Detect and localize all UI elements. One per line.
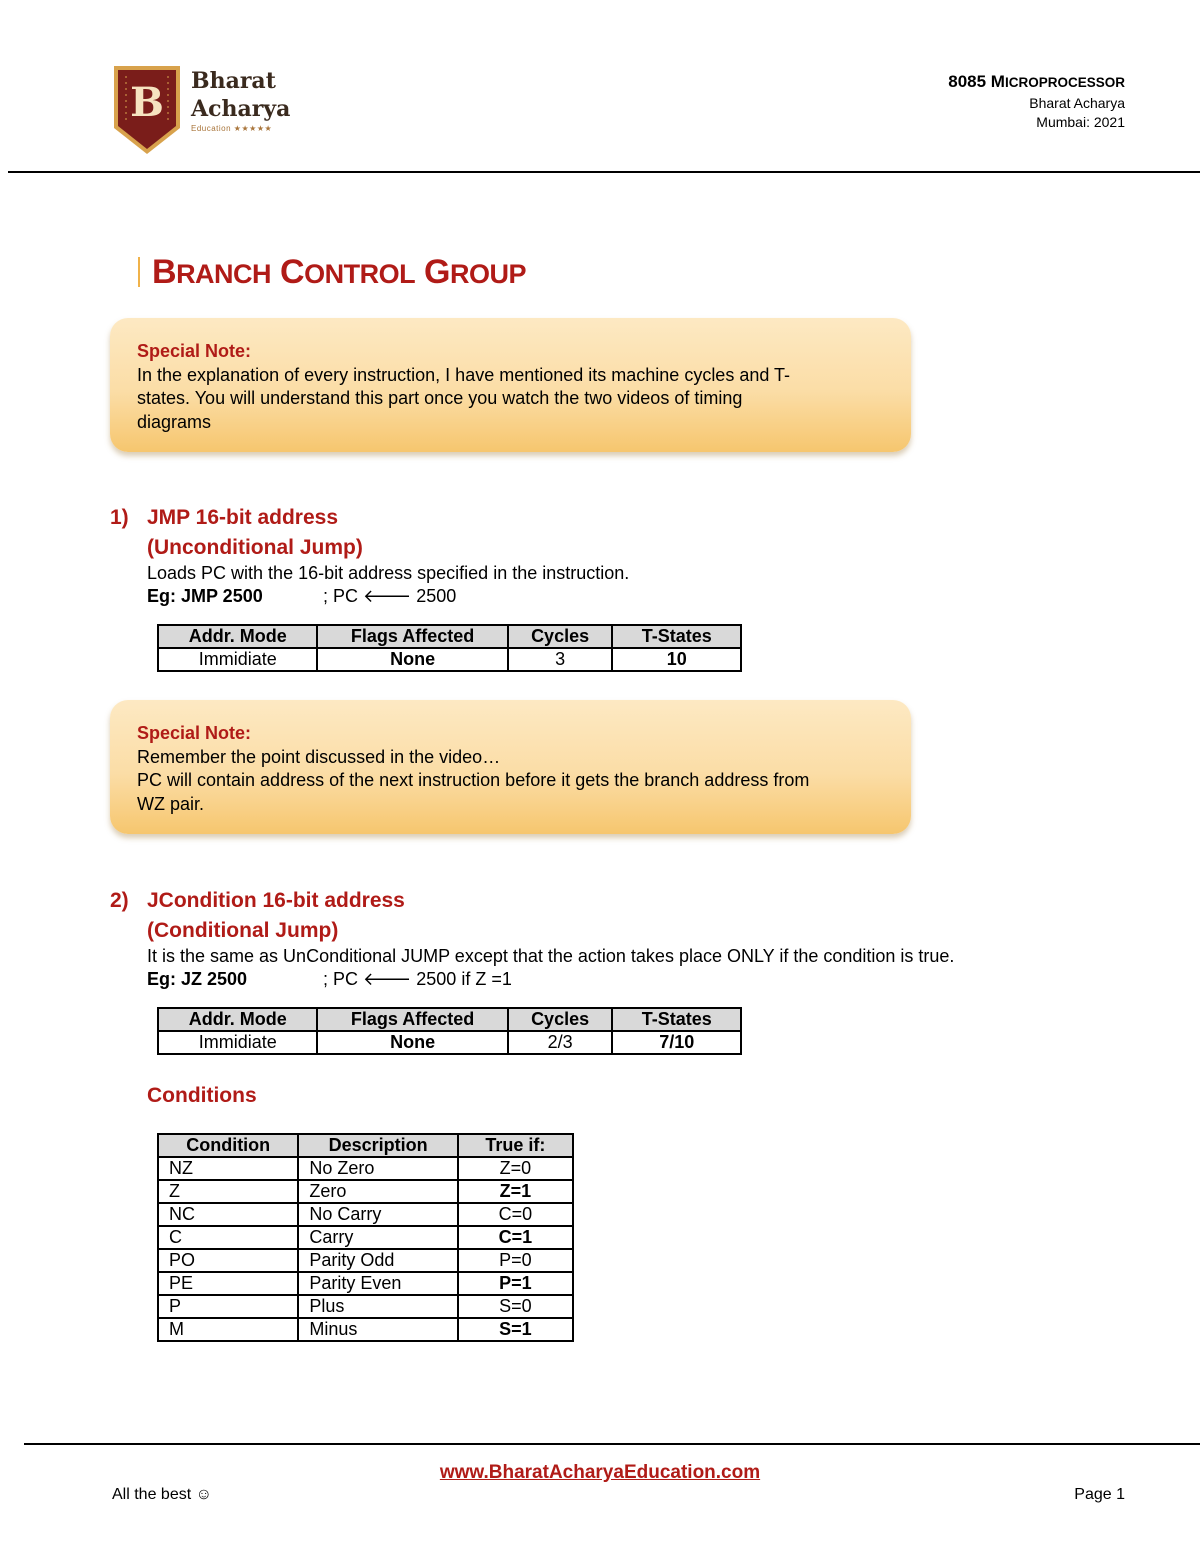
condition-code: M	[158, 1318, 298, 1341]
table-cell: Immidiate	[158, 648, 317, 671]
opcode-table	[157, 1007, 742, 1055]
condition-code: NC	[158, 1203, 298, 1226]
table-header: Flags Affected	[317, 625, 507, 648]
note-line: WZ pair.	[137, 793, 205, 814]
table-header: T-States	[612, 1008, 741, 1031]
table-row	[158, 1272, 573, 1295]
conditions-heading: Conditions	[147, 1084, 257, 1107]
condition-true-if: C=0	[458, 1203, 573, 1226]
condition-description: Parity Odd	[298, 1249, 457, 1272]
table-cell: None	[317, 1031, 507, 1054]
logo-letter: B	[130, 79, 164, 126]
special-note-box	[110, 700, 911, 834]
section-number: 2)	[110, 889, 129, 912]
condition-true-if: P=1	[458, 1272, 573, 1295]
condition-true-if: C=1	[458, 1226, 573, 1249]
example-label: Eg: JZ 2500	[147, 969, 248, 989]
condition-description: No Carry	[298, 1203, 457, 1226]
section-description: Loads PC with the 16-bit address specified in the instruction.	[147, 563, 630, 583]
condition-description: Parity Even	[298, 1272, 457, 1295]
table-row	[158, 1180, 573, 1203]
book-title-rest: ICROPROCESSOR	[1004, 75, 1125, 90]
condition-description: Carry	[298, 1226, 457, 1249]
footer-divider	[24, 1443, 1200, 1445]
note-heading: Special Note:	[137, 341, 252, 361]
condition-description: Zero	[298, 1180, 457, 1203]
table-row	[158, 1249, 573, 1272]
opcode-table	[157, 624, 742, 672]
note-line: Remember the point discussed in the video…	[137, 746, 501, 767]
note-heading: Special Note:	[137, 723, 252, 743]
book-number: 8085	[948, 72, 987, 91]
section-heading: JCondition 16-bit address	[147, 889, 405, 912]
title-initial-3: G	[424, 253, 450, 291]
table-header: Cycles	[508, 1008, 613, 1031]
brand-logo-icon	[112, 64, 182, 156]
page-title	[152, 253, 526, 292]
header-divider	[8, 171, 1200, 173]
section-subheading: (Conditional Jump)	[147, 919, 339, 942]
table-row	[158, 1318, 573, 1341]
condition-description: Plus	[298, 1295, 457, 1318]
condition-code: NZ	[158, 1157, 298, 1180]
table-row	[158, 1295, 573, 1318]
book-title	[948, 72, 1125, 92]
table-row	[158, 1203, 573, 1226]
condition-true-if: P=0	[458, 1249, 573, 1272]
website-link[interactable]: www.BharatAcharyaEducation.com	[439, 1462, 761, 1483]
table-header: True if:	[458, 1134, 573, 1157]
note-line: In the explanation of every instruction, I have mentioned its machine cycles and T-	[137, 364, 791, 385]
book-title-initial: M	[990, 72, 1005, 91]
table-header: Description	[298, 1134, 457, 1157]
condition-code: Z	[158, 1180, 298, 1203]
section-description: It is the same as UnConditional JUMP except that the action takes place ONLY if the condition is true.	[147, 946, 955, 966]
condition-description: No Zero	[298, 1157, 457, 1180]
condition-code: P	[158, 1295, 298, 1318]
title-rest-3: ROUP	[449, 259, 526, 289]
table-cell: 2/3	[508, 1031, 613, 1054]
note-line: diagrams	[137, 411, 212, 432]
condition-true-if: Z=0	[458, 1157, 573, 1180]
note-line: states. You will understand this part once you watch the two videos of timing	[137, 388, 743, 408]
conditions-table	[157, 1133, 574, 1342]
footer-greeting: All the best ☺	[112, 1486, 212, 1503]
section-heading: JMP 16-bit address	[147, 506, 339, 529]
title-rest-1: RANCH	[176, 259, 272, 289]
note-line: PC will contain address of the next instruction before it gets the branch address from	[137, 770, 810, 790]
example-label: Eg: JMP 2500	[147, 586, 263, 606]
section-number: 1)	[110, 506, 129, 529]
condition-true-if: Z=1	[458, 1180, 573, 1203]
table-row	[158, 1226, 573, 1249]
title-initial-2: C	[280, 253, 305, 291]
table-header: T-States	[612, 625, 741, 648]
title-initial-1: B	[152, 253, 177, 291]
table-cell: 3	[508, 648, 613, 671]
title-rest-2: ONTROL	[304, 259, 416, 289]
condition-code: C	[158, 1226, 298, 1249]
table-header: Cycles	[508, 625, 613, 648]
table-header: Flags Affected	[317, 1008, 507, 1031]
table-cell: 10	[612, 648, 741, 671]
logo-text-acharya: Acharya	[191, 96, 291, 122]
condition-code: PO	[158, 1249, 298, 1272]
example-comment: ; PC 🡐 2500 if Z =1	[323, 969, 512, 989]
page-number: Page 1	[1074, 1486, 1125, 1503]
author-name: Bharat Acharya	[1029, 95, 1125, 111]
table-header: Addr. Mode	[158, 1008, 317, 1031]
table-cell: 7/10	[612, 1031, 741, 1054]
title-accent-bar	[138, 257, 140, 287]
table-header: Addr. Mode	[158, 625, 317, 648]
logo-text-bharat: Bharat	[191, 68, 276, 94]
logo-text-education: Education ★★★★★	[191, 124, 273, 133]
condition-true-if: S=1	[458, 1318, 573, 1341]
table-row	[158, 1157, 573, 1180]
table-cell: Immidiate	[158, 1031, 317, 1054]
place-year: Mumbai: 2021	[1036, 114, 1125, 130]
condition-code: PE	[158, 1272, 298, 1295]
special-note-box	[110, 318, 911, 452]
condition-description: Minus	[298, 1318, 457, 1341]
table-cell: None	[317, 648, 507, 671]
example-comment: ; PC 🡐 2500	[323, 586, 457, 606]
condition-true-if: S=0	[458, 1295, 573, 1318]
section-subheading: (Unconditional Jump)	[147, 536, 363, 559]
table-header: Condition	[158, 1134, 298, 1157]
